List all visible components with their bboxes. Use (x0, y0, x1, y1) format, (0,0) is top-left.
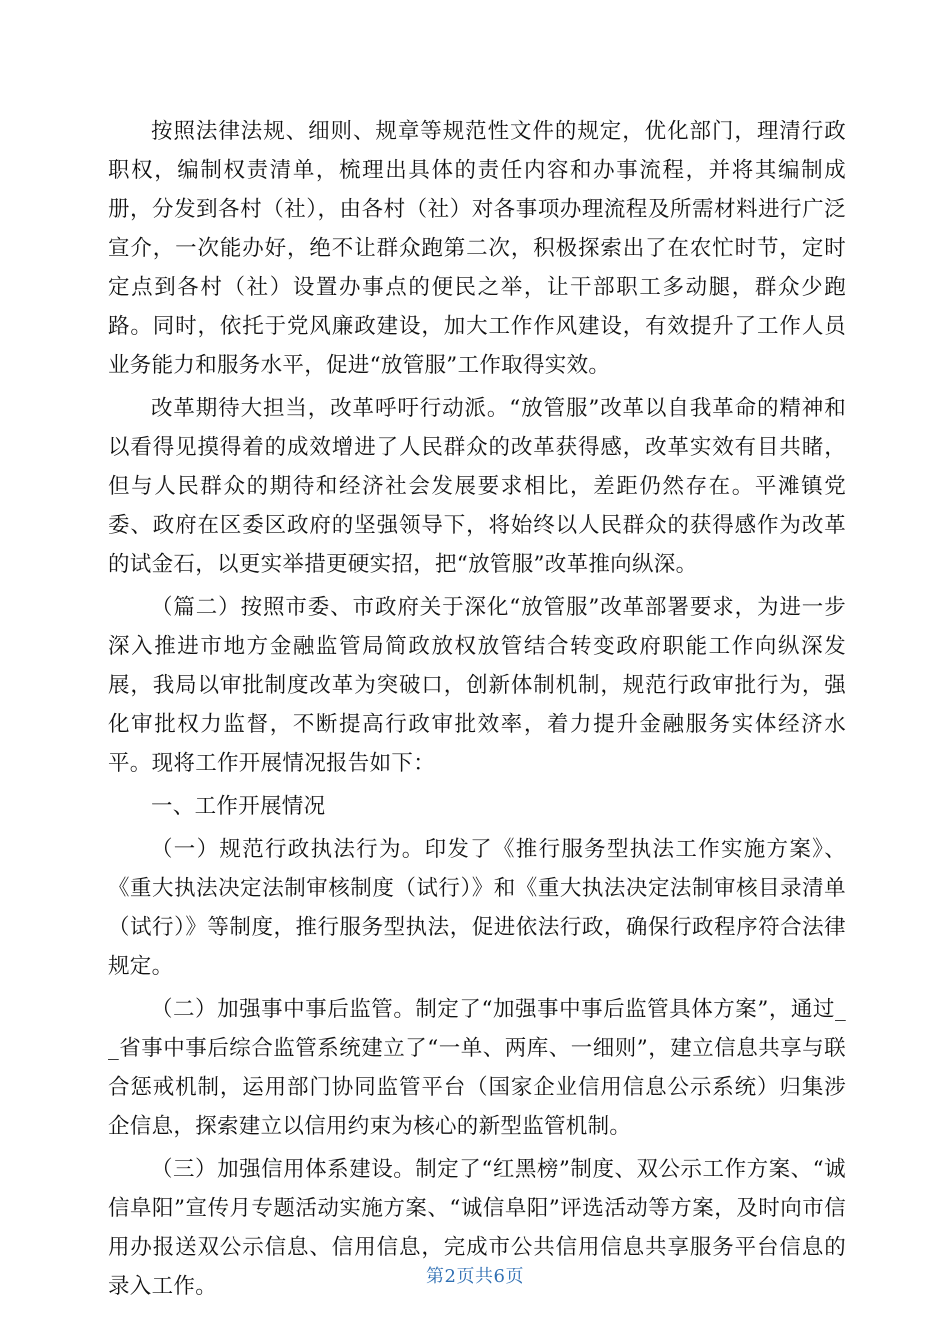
paragraph-service-reform: 按照法律法规、细则、规章等规范性文件的规定，优化部门，理清行政职权，编制权责清单，梳理出具体的责任内容和办事流程，并将其编制成册，分发到各村（社），由各村（社）对各事项办理流程及所需材料进行广泛宣介，一次能办好，绝不让群众跑第二次，积极探索出了在农忙时节，定时定点到各村（社）设置办事点的便民之举，让干部职工多动腿，群众少跑路。同时，依托于党风廉政建设，加大工作作风建设，有效提升了工作人员业务能力和服务水平，促进“放管服”工作取得实效。 (108, 119, 846, 378)
paragraph-credit-system: （三）加强信用体系建设。制定了“红黑榜”制度、双公示工作方案、“诚信阜阳”宣传月专题活动实施方案、“诚信阜阳”评选活动等方案，及时向市信用办报送双公示信息、信用信息，完成市公共信用信息共享服务平台信息的录入工作。 (108, 1157, 846, 1299)
paragraph-part-two-intro: （篇二）按照市委、市政府关于深化“放管服”改革部署要求，为进一步深入推进市地方金融监管局简政放权放管结合转变政府职能工作向纵深发展，我局以审批制度改革为突破口，创新体制机制，规范行政审批行为，强化审批权力监督，不断提高行政审批效率，着力提升金融服务实体经济水平。现将工作开展情况报告如下： (108, 595, 846, 776)
page-number-footer: 第2页共6页 (426, 1266, 524, 1287)
document-body (108, 112, 846, 1306)
section-heading-work-status: 一、工作开展情况 (151, 794, 326, 819)
paragraph-law-enforcement: （一）规范行政执法行为。印发了《推行服务型执法工作实施方案》、《重大执法决定法制审核制度（试行）》和《重大执法决定法制审核目录清单（试行）》等制度，推行服务型执法，促进依法行政，确保行政程序符合法律规定。 (108, 837, 846, 979)
paragraph-supervision: （二）加强事中事后监管。制定了“加强事中事后监管具体方案”，通过__省事中事后综合监管系统建立了“一单、两库、一细则”，建立信息共享与联合惩戒机制，运用部门协同监管平台（国家企业信用信息公示系统）归集涉企信息，探索建立以信用约束为核心的新型监管机制。 (108, 997, 846, 1139)
paragraph-reform-summary: 改革期待大担当，改革呼吁行动派。“放管服”改革以自我革命的精神和以看得见摸得着的成效增进了人民群众的改革获得感，改革实效有目共睹，但与人民群众的期待和经济社会发展要求相比，差距仍然存在。平滩镇党委、政府在区委区政府的坚强领导下，将始终以人民群众的获得感作为改革的试金石，以更实举措更硬实招，把“放管服”改革推向纵深。 (108, 396, 846, 577)
